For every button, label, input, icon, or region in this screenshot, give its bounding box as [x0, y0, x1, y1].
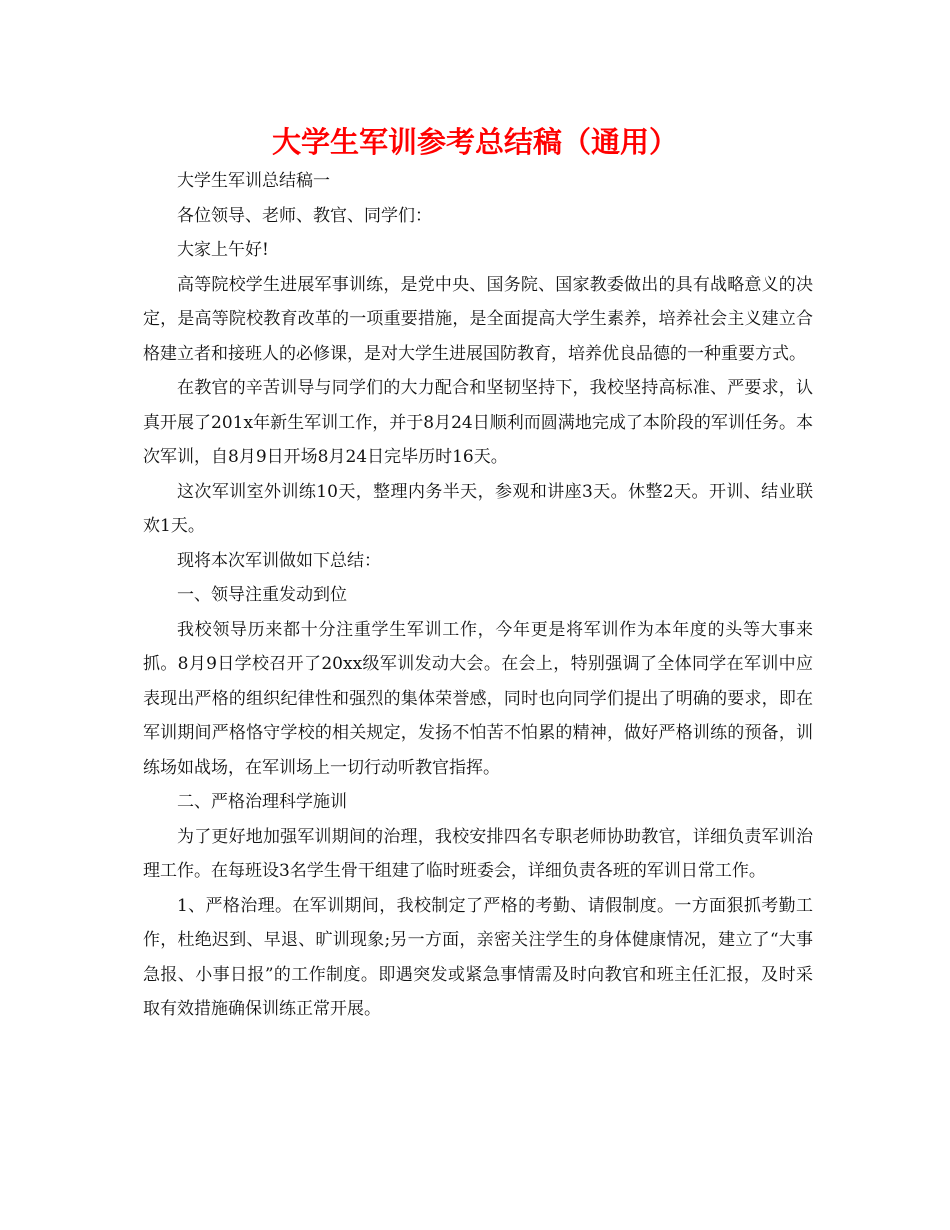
- paragraph: 这次军训室外训练10天，整理内务半天，参观和讲座3天。休整2天。开训、结业联欢1天。: [143, 481, 813, 536]
- paragraph: 大学生军训总结稿一: [177, 171, 330, 191]
- paragraph: 各位领导、老师、教官、同学们：: [177, 205, 432, 226]
- section-heading: 二、严格治理科学施训: [177, 792, 347, 812]
- section-heading: 一、领导注重发动到位: [177, 585, 347, 605]
- document-title: 大学生军训参考总结稿（通用）: [271, 125, 678, 159]
- paragraph: 高等院校学生进展军事训练，是党中央、国务院、国家教委做出的具有战略意义的决定，是高等院校教育改革的一项重要措施，是全面提高大学生素养，培养社会主义建立合格建立者和接班人的必修课，是对大学生进展国防教育，培养优良品德的一种重要方式。: [143, 274, 813, 364]
- paragraph: 现将本次军训做如下总结：: [177, 550, 381, 571]
- paragraph: 为了更好地加强军训期间的治理，我校安排四名专职老师协助教官，详细负责军训治理工作。在每班设3名学生骨干组建了临时班委会，详细负责各班的军训日常工作。: [143, 826, 813, 881]
- paragraph: 1、严格治理。在军训期间，我校制定了严格的考勤、请假制度。一方面狠抓考勤工作，杜绝迟到、早退、旷训现象;另一方面，亲密关注学生的身体健康情况，建立了“大事急报、小事日报”的工作制度。即遇突发或紧急事情需及时向教官和班主任汇报，及时采取有效措施确保训练正常开展。: [143, 895, 813, 1019]
- paragraph: 在教官的辛苦训导与同学们的大力配合和坚韧坚持下，我校坚持高标准、严要求，认真开展了201x年新生军训工作，并于8月24日顺利而圆满地完成了本阶段的军训任务。本次军训，自8月9日开场8月24日完毕历时16天。: [143, 378, 813, 467]
- paragraph: 我校领导历来都十分注重学生军训工作，今年更是将军训作为本年度的头等大事来抓。8月9日学校召开了20xx级军训发动大会。在会上，特别强调了全体同学在军训中应表现出严格的组织纪律性和强烈的集体荣誉感，同时也向同学们提出了明确的要求，即在军训期间严格恪守学校的相关规定，发扬不怕苦不怕累的精神，做好严格训练的预备，训练场如战场，在军训场上一切行动听教官指挥。: [143, 619, 813, 778]
- document-body: [143, 164, 813, 1027]
- paragraph: 大家上午好!: [177, 240, 269, 260]
